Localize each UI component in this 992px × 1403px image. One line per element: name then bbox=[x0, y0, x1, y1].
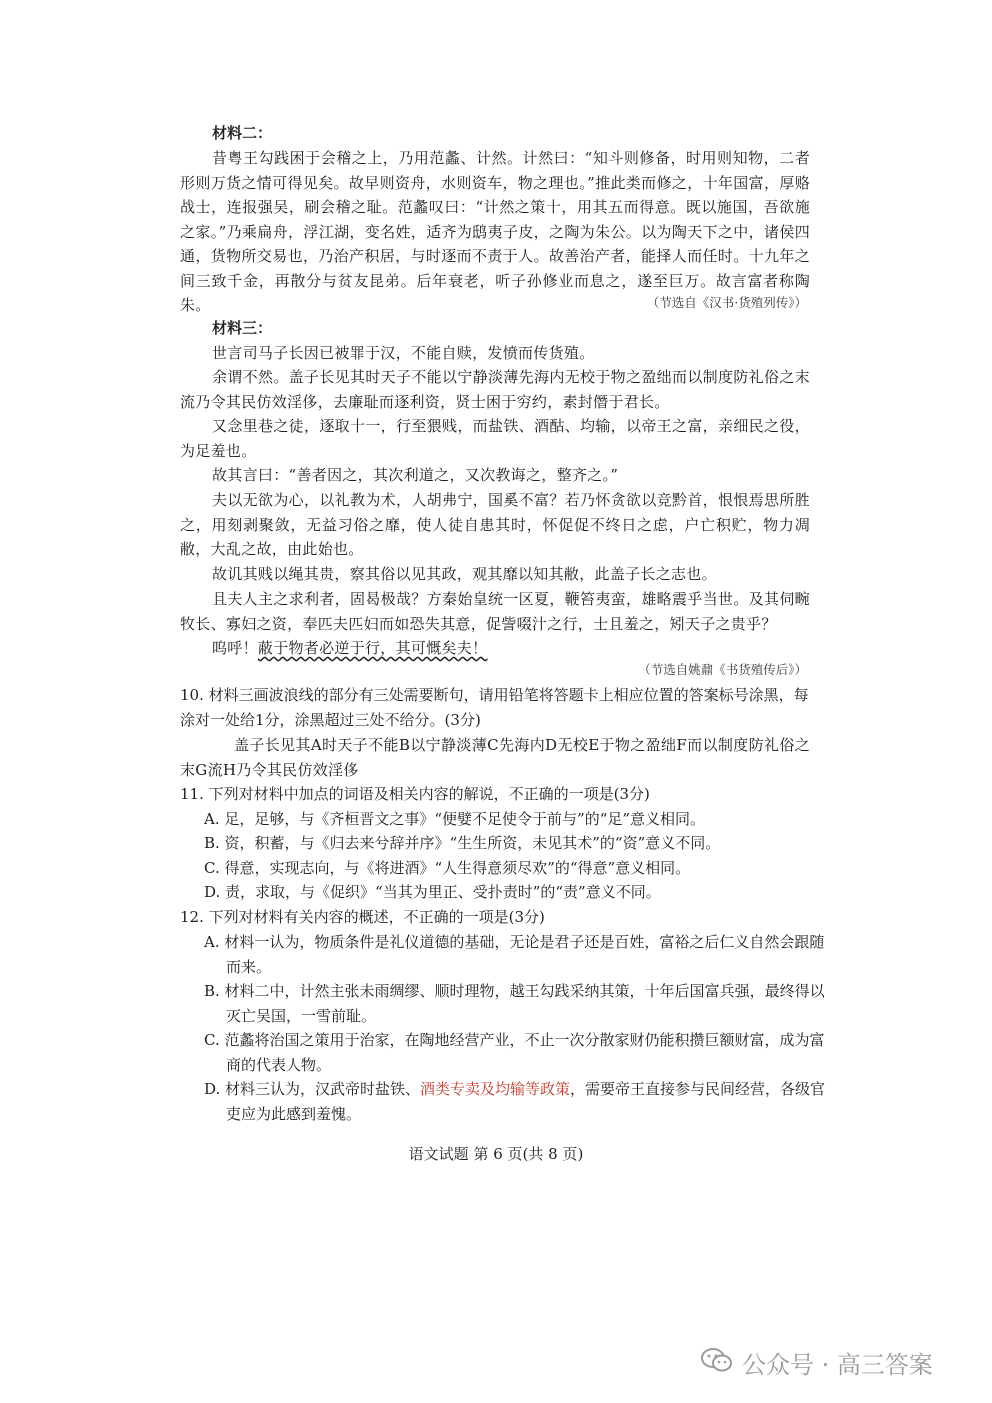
question-12-option-b: B. 材料二中，计然主张未雨绸缪、顺时理物，越王勾践采纳其策，十年后国富兵强，最终得以灭亡吴国，一雪前耻。 bbox=[204, 982, 825, 1025]
watermark bbox=[700, 1345, 933, 1380]
question-10-stem: 10. 材料三画波浪线的部分有三处需要断句，请用铅笔将答题卡上相应位置的答案标号涂黑，每涂对一处给1分，涂黑超过三处不给分。(3分) bbox=[180, 686, 809, 729]
question-11-option-b: B. 资，积蓄，与《归去来兮辞并序》“生生所资，未见其术”的“资”意义不同。 bbox=[204, 834, 721, 852]
material2-source: （节选自《汉书·货殖列传》） bbox=[646, 295, 807, 310]
material3-heading: 材料三： bbox=[212, 319, 273, 337]
question-11-stem: 11. 下列对材料中加点的词语及相关内容的解说，不正确的一项是(3分) bbox=[180, 785, 650, 803]
material3-p3: 又念里巷之徒，逐取十一，行至猥贱，而盐铁、酒酤、均输，以帝王之富，亲细民之役，为足羞也。 bbox=[180, 417, 810, 460]
question-12-option-d bbox=[204, 1077, 832, 1127]
option-d-highlight: 酒类专卖及均输等政策 bbox=[420, 1080, 571, 1098]
question-12-stem: 12. 下列对材料有关内容的概述，不正确的一项是(3分) bbox=[180, 908, 545, 926]
page-footer: 语文试题 第 6 页(共 8 页) bbox=[408, 1145, 584, 1163]
exclamation: 呜呼！ bbox=[212, 639, 258, 657]
underlined-sentence: 蔽于物者必逆于行，其可慨矣夫！ bbox=[257, 639, 488, 657]
question-11-option-a: A. 足，足够，与《齐桓晋文之事》“便嬖不足使令于前与”的“足”意义相同。 bbox=[204, 810, 706, 828]
option-d-prefix: D. 材料三认为，汉武帝时盐铁、 bbox=[204, 1080, 421, 1098]
wechat-icon bbox=[700, 1346, 734, 1380]
material3-p4: 故其言曰：“善者因之，其次利道之，又次教诲之，整齐之。” bbox=[212, 466, 619, 484]
material3-p1: 世言司马子长因已被罪于汉，不能自赎，发愤而传货殖。 bbox=[212, 344, 595, 362]
question-12-option-c: C. 范蠡将治国之策用于治家，在陶地经营产业，不止一次分散家财仍能积攒巨额财富，成为富商的代表人物。 bbox=[204, 1031, 825, 1074]
question-11-option-c: C. 得意，实现志向，与《将进酒》“人生得意须尽欢”的“得意”意义相同。 bbox=[204, 859, 691, 877]
material2-heading: 材料二： bbox=[212, 124, 273, 142]
option-d-suffix: ，需要帝王直接参与民间经营，各级官吏应为此感到羞愧。 bbox=[226, 1080, 826, 1123]
question-12-option-a: A. 材料一认为，物质条件是礼仪道德的基础，无论是君子还是百姓，富裕之后仁义自然会跟随而来。 bbox=[204, 933, 825, 976]
question-11-option-d: D. 责，求取，与《促织》“当其为里正、受扑责时”的“责”意义不同。 bbox=[204, 883, 661, 901]
watermark-text: 公众号 · 高三答案 bbox=[742, 1351, 933, 1379]
material3-source: （节选自姚鼐《书货殖传后》） bbox=[638, 662, 807, 677]
material3-p2: 余谓不然。盖子长见其时天子不能以宁静淡薄先海内无校于物之盈绌而以制度防礼俗之末流乃令其民仿效淫侈，去廉耻而逐利资，贤士困于穷约，素封僭于君长。 bbox=[180, 368, 810, 411]
material3-p7: 且夫人主之求利者，固曷极哉？方秦始皇统一区夏，鞭笞夷蛮，雄略震乎当世。及其伺畹牧长、寡妇之资，奉匹夫匹妇而如恐失其意，促訾啜汁之行，士且羞之，矧天子之贵乎？ bbox=[180, 590, 810, 633]
material3-p5: 夫以无欲为心，以礼教为术，人胡弗宁，国奚不富？若乃怀贪欲以竞黔首，恨恨焉思所胜之，用刻剥聚敛，无益习俗之靡，使人徒自患其时，怀促促不终日之虑，户亡积贮，物力凋敝，大乱之故，由此始也。 bbox=[180, 491, 810, 558]
material3-p6: 故讥其贱以绳其贵，察其俗以见其政，观其靡以知其敝，此盖子长之志也。 bbox=[212, 565, 717, 583]
material3-p8 bbox=[180, 636, 810, 661]
question-10-sentence: 盖子长见其A时天子不能B以宁静淡薄C先海内D无校E于物之盈绌F而以制度防礼俗之末G流H乃令其民仿效淫侈 bbox=[180, 736, 810, 779]
material2-text: 昔粤王勾践困于会稽之上，乃用范蠡、计然。计然曰：“知斗则修备，时用则知物，二者形则万货之情可得见矣。故早则资舟，水则资车，物之理也。”推此类而修之，十年国富，厚赂战士，连报强吴，刷会稽之耻。范蠡叹曰：“计然之策十，用其五而得意。既以施国，吾欲施之家。”乃乘扁舟，浮江湖，变名姓，适齐为鸱夷子皮，之陶为朱公。以为陶天下之中，诸侯四通，货物所交易也，乃治产积居，与时逐而不责于人。故善治产者，能择人而任时。十九年之间三致千金，再散分与贫友昆弟。后年衰老，听子孙修业而息之，遂至巨万。故言富者称陶朱。 bbox=[180, 149, 810, 314]
